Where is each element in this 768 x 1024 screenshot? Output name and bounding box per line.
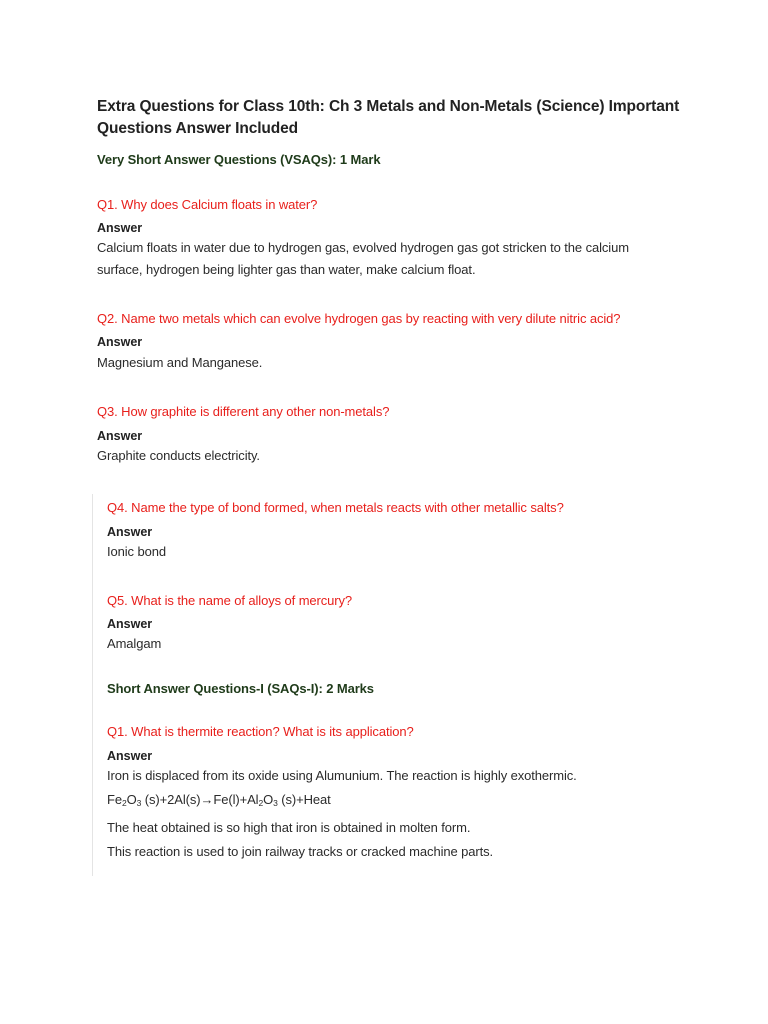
section-heading-saq1: Short Answer Questions-I (SAQs-I): 2 Marks xyxy=(107,681,374,696)
answer-label: Answer xyxy=(97,221,143,235)
answer-label: Answer xyxy=(97,429,143,443)
answer-text xyxy=(107,541,166,563)
block-divider xyxy=(92,494,93,876)
answer-label: Answer xyxy=(107,525,153,539)
question-vsaq-1: Q1. Why does Calcium floats in water? xyxy=(97,197,318,212)
equation-part: (s)+2Al(s)→Fe(l)+Al xyxy=(141,792,259,807)
answer-line: The heat obtained is so high that iron is obtained in molten form. xyxy=(107,820,471,835)
section-heading-vsaq: Very Short Answer Questions (VSAQs): 1 Mark xyxy=(97,152,381,167)
question-vsaq-2: Q2. Name two metals which can evolve hydrogen gas by reacting with very dilute nitric acid? xyxy=(97,311,621,326)
answer-label: Answer xyxy=(97,335,143,349)
answer-text xyxy=(107,633,161,655)
answer-label: Answer xyxy=(107,617,153,631)
answer-line: surface, hydrogen being lighter gas than water, make calcium float. xyxy=(97,262,476,277)
answer-text xyxy=(97,445,260,467)
answer-line: This reaction is used to join railway tracks or cracked machine parts. xyxy=(107,844,494,859)
question-vsaq-5: Q5. What is the name of alloys of mercury? xyxy=(107,593,353,608)
answer-label: Answer xyxy=(107,749,153,763)
equation-subscript: 2 xyxy=(121,798,127,808)
answer-line: Calcium floats in water due to hydrogen gas, evolved hydrogen gas got stricken to the calcium xyxy=(97,240,629,255)
equation-subscript: 3 xyxy=(273,798,278,808)
answer-line: Amalgam xyxy=(107,636,162,651)
equation-part: O xyxy=(126,792,137,807)
equation-part: O xyxy=(263,792,274,807)
answer-text xyxy=(97,237,629,281)
equation-part: (s)+Heat xyxy=(277,792,331,807)
answer-text xyxy=(97,352,262,374)
question-saq1-1: Q1. What is thermite reaction? What is its application? xyxy=(107,724,414,739)
answer-line: Ionic bond xyxy=(107,544,166,559)
question-vsaq-4: Q4. Name the type of bond formed, when metals reacts with other metallic salts? xyxy=(107,500,564,515)
chemical-equation xyxy=(107,789,331,811)
page-title: Extra Questions for Class 10th: Ch 3 Metals and Non-Metals (Science) Important Questions Answer Included xyxy=(97,98,680,137)
answer-line: Iron is displaced from its oxide using Alumunium. The reaction is highly exothermic. xyxy=(107,768,577,783)
equation-subscript: 3 xyxy=(136,798,142,808)
answer-line: Graphite conducts electricity. xyxy=(97,448,260,463)
answer-line: Magnesium and Manganese. xyxy=(97,355,263,370)
equation-subscript: 2 xyxy=(258,798,264,808)
question-vsaq-3: Q3. How graphite is different any other non-metals? xyxy=(97,404,390,419)
equation-part: Fe xyxy=(107,792,122,807)
